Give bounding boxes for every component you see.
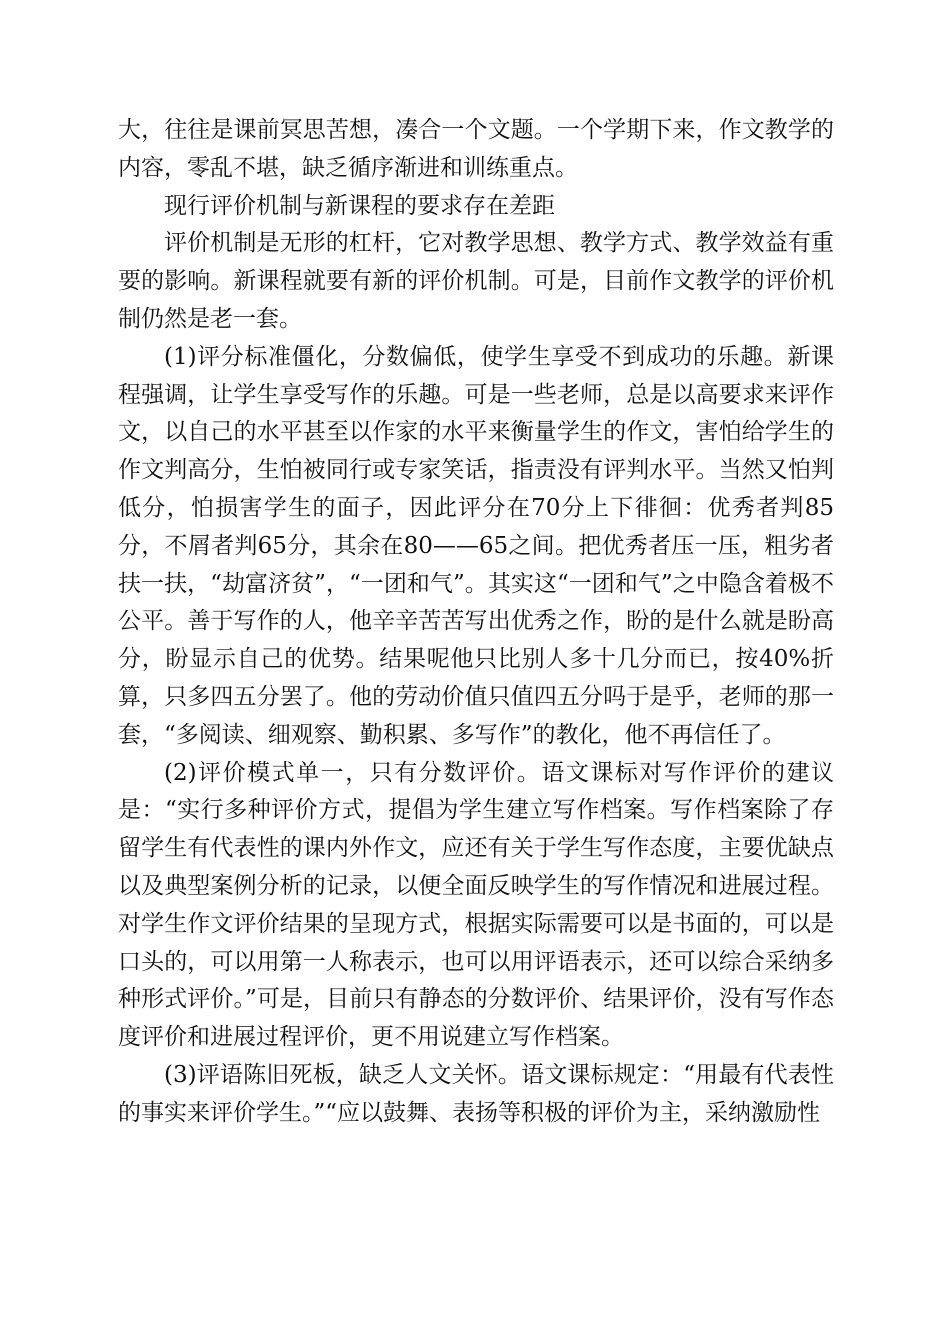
paragraph-item-3: (3)评语陈旧死板，缺乏人文关怀。语文课标规定：“用最有代表性的事实来评价学生。”“应以鼓舞、表扬等积极的评价为主，采纳激励性 (118, 1061, 834, 1126)
document-body (118, 112, 834, 1133)
paragraph-intro: 评价机制是无形的杠杆，它对教学思想、教学方式、教学效益有重要的影响。新课程就要有新的评价机制。可是，目前作文教学的评价机制仍然是老一套。 (118, 230, 834, 332)
section-heading: 现行评价机制与新课程的要求存在差距 (164, 192, 555, 219)
paragraph-continuation: 大，往往是课前冥思苦想，凑合一个文题。一个学期下来，作文教学的内容，零乱不堪，缺乏循序渐进和训练重点。 (118, 117, 834, 181)
paragraph-item-1: (1)评分标准僵化，分数偏低，使学生享受不到成功的乐趣。新课程强调，让学生享受写作的乐趣。可是一些老师，总是以高要求来评作文，以自己的水平甚至以作家的水平来衡量学生的作文，害怕给学生的作文判高分，生怕被同行或专家笑话，指责没有评判水平。当然又怕判低分，怕损害学生的面子，因此评分在70分上下徘徊：优秀者判85分，不屑者判65分，其余在80——65之间。把优秀者压一压，粗劣者扶一扶，“劫富济贫”，“一团和气”。其实这“一团和气”之中隐含着极不公平。善于写作的人，他辛辛苦苦写出优秀之作，盼的是什么就是盼高分，盼显示自己的优势。结果呢他只比别人多十几分而已，按40%折算，只多四五分罢了。他的劳动价值只值四五分吗于是乎，老师的那一套，“多阅读、细观察、勤积累、多写作”的教化，他不再信任了。 (118, 343, 834, 748)
paragraph-item-2: (2)评价模式单一，只有分数评价。语文课标对写作评价的建议是：“实行多种评价方式，提倡为学生建立写作档案。写作档案除了存留学生有代表性的课内外作文，应还有关于学生写作态度，主要优缺点以及典型案例分析的记录，以便全面反映学生的写作情况和进展过程。对学生作文评价结果的呈现方式，根据实际需要可以是书面的，可以是口头的，可以用第一人称表示，也可以用评语表示，还可以综合采纳多种形式评价。”可是，目前只有静态的分数评价、结果评价，没有写作态度评价和进展过程评价，更不用说建立写作档案。 (118, 759, 834, 1051)
